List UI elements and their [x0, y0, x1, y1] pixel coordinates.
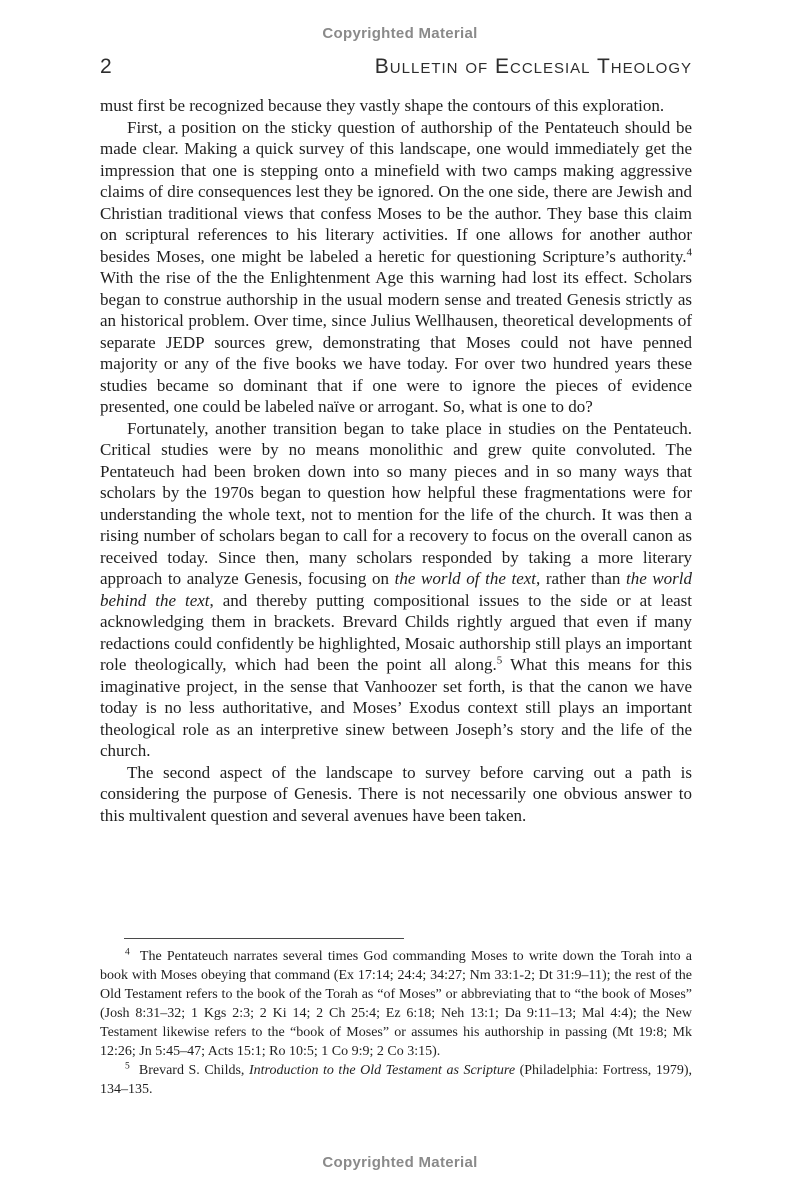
footnote — [100, 947, 692, 1061]
footnote-marker: 5 — [125, 1061, 130, 1072]
italic-text: Introduction to the Old Testament as Scripture — [248, 1063, 516, 1078]
copyright-watermark-bottom: Copyrighted Material — [322, 1154, 478, 1171]
text-run: , rather than — [536, 569, 626, 588]
footnotes — [100, 947, 692, 1099]
text-run: What this means for this imaginative project, in the sense that Vanhoozer set forth, is that the canon we have today is no less authoritative, and Moses’ Exodus context still plays an important theological role as an interpretive sinew between Joseph’s story and the life of the church. — [100, 655, 692, 760]
text-run: Fortunately, another transition began to take place in studies on the Pentateuch. Critical studies were by no means monolithic and grew quite convoluted. The Pentateuch had been broken down into so many pieces and in so many ways that scholars by the 1970s began to question how helpful these fragmentations were for understanding the whole text, not to mention for the life of the church. It was then a rising number of scholars began to call for a recovery to focus on the overall canon as received today. Since then, many scholars responded by taking a more literary approach to analyze Genesis, focusing on — [100, 418, 692, 588]
text-run: With the rise of the the Enlightenment Age this warning had lost its effect. Scholars began to construe authorship in the usual modern sense and treated Genesis strictly as an historical problem. Over time, since Julius Wellhausen, theoretical developments of separate JEDP sources grew, demonstrating that Moses could not have penned majority or any of the five books we have today. For over two hundred years these studies became so dominant that if one were to ignore the pieces of evidence presented, one could be labeled naïve or arrogant. So, what is one to do? — [100, 268, 692, 416]
text-run: The second aspect of the landscape to survey before carving out a path is considering the purpose of Genesis. There is not necessarily one obvious answer to this multivalent question and several avenues have been taken. — [100, 762, 692, 825]
text-run: The Pentateuch narrates several times God commanding Moses to write down the Torah into a book with Moses obeying that command (Ex 17:14; 24:4; 34:27; Nm 33:1-2; Dt 31:9–11); the rest of the Old Testament refers to the book of the Torah as “of Moses” or abbreviating that to “the book of Moses” (Josh 8:31–32; 1 Kgs 2:3; 2 Ki 14; 2 Ch 25:4; Ez 6:18; Neh 13:1; Da 9:11–13; Mal 4:4); the New Testament likewise refers to the “book of Moses” or assumes his authorship in passing (Mt 19:8; Mk 12:26; Jn 5:45–47; Acts 15:1; Ro 10:5; 1 Co 9:9; 2 Co 3:15). — [100, 949, 692, 1059]
text-run: , and thereby putting compositional issues to the side or at least acknowledging them in brackets. Brevard Childs rightly argued that even if many redactions could confidently be highlighted, Mosaic authorship still plays an important role theologically, which had been the point all along. — [100, 590, 692, 674]
text-run: First, a position on the sticky question of authorship of the Pentateuch should be made clear. Making a quick survey of this landscape, one would immediately get the impression that one is stepping onto a minefield with two camps making aggressive claims of dire consequences lest they be ignored. On the one side, there are Jewish and Christian traditional views that confess Moses to be the author. They base this claim on scriptural references to his literary activities. If one allows for another author besides Moses, one might be labeled a heretic for questioning Scripture’s authority. — [100, 117, 692, 266]
text-run: Brevard S. Childs, — [138, 1063, 249, 1078]
page-header — [100, 55, 692, 79]
body-text — [100, 95, 692, 826]
footnote-ref: 5 — [496, 654, 503, 667]
text-run: (Philadelphia: Fortress, 1979), 134–135. — [100, 1063, 693, 1097]
page-number: 2 — [100, 55, 112, 78]
footnote-separator-rule — [124, 938, 404, 939]
paragraph — [100, 117, 692, 418]
italic-text: the world behind the text — [100, 569, 693, 610]
text-run: must first be recognized because they vastly shape the contours of this exploration. — [100, 96, 665, 115]
running-head: Bulletin of Ecclesial Theology — [374, 55, 692, 78]
paragraph — [100, 418, 692, 762]
italic-text: the world of the text — [394, 569, 537, 588]
footnote-ref: 4 — [686, 245, 692, 258]
paragraph — [100, 762, 692, 827]
footnote — [100, 1061, 692, 1099]
footnote-marker: 4 — [125, 947, 130, 958]
paragraph — [100, 95, 692, 117]
copyright-watermark-top: Copyrighted Material — [322, 25, 478, 42]
